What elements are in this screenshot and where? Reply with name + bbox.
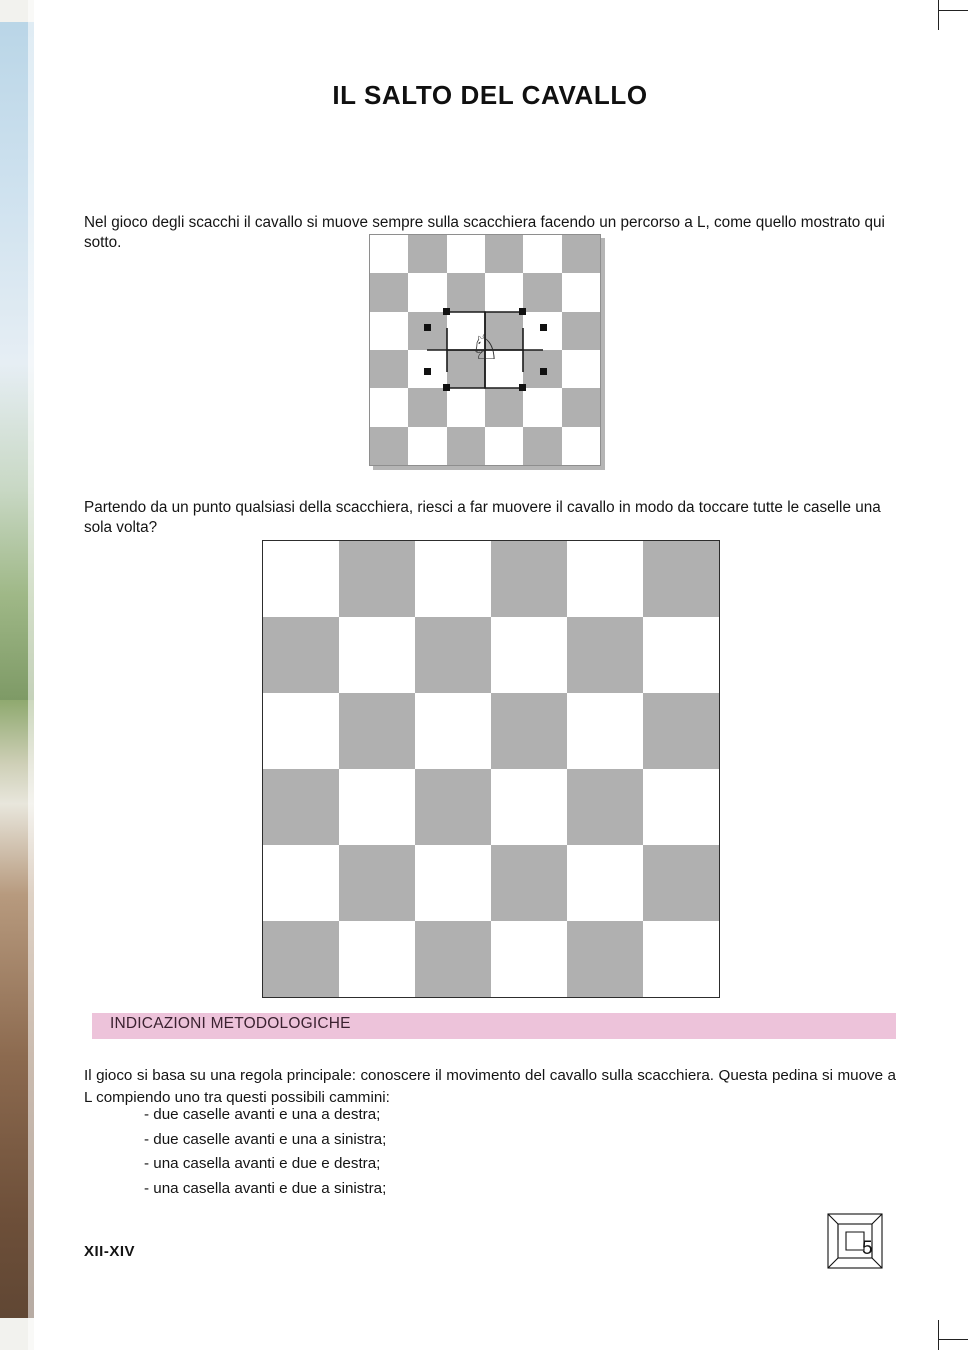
knight-piece-icon: ♘: [469, 329, 501, 367]
list-item: - una casella avanti e due a sinistra;: [144, 1179, 387, 1197]
board-cell[interactable]: [263, 693, 339, 769]
board-cell[interactable]: [643, 693, 719, 769]
board-cell: [485, 235, 523, 273]
board-cell: [408, 312, 446, 350]
list-item: - due caselle avanti e una a sinistra;: [144, 1130, 387, 1148]
decorative-side-strip: [0, 0, 34, 1350]
board-cell[interactable]: [415, 693, 491, 769]
board-cell[interactable]: [263, 541, 339, 617]
board-cell[interactable]: [643, 769, 719, 845]
board-cell[interactable]: [339, 617, 415, 693]
board-cell[interactable]: [263, 921, 339, 997]
board-cell: [485, 388, 523, 426]
board-cell[interactable]: [567, 693, 643, 769]
strip-edge-highlight: [28, 0, 34, 1350]
intro-paragraph: Nel gioco degli scacchi il cavallo si muove sempre sulla scacchiera facendo un percorso a L, come quello mostrato qui sotto.: [84, 214, 885, 252]
board-cell[interactable]: [339, 693, 415, 769]
methodology-text: Il gioco si basa su una regola principale: conoscere il movimento del cavallo sulla scacchiera. Questa pedina si muove a L compiendo uno tra questi possibili cammini:: [84, 1067, 896, 1106]
board-cell[interactable]: [567, 921, 643, 997]
board-cell[interactable]: [415, 617, 491, 693]
board-cell[interactable]: [263, 769, 339, 845]
board-cell[interactable]: [567, 769, 643, 845]
board-cell[interactable]: [339, 769, 415, 845]
board-cell: [485, 273, 523, 311]
board-cell: [523, 273, 561, 311]
board-cell[interactable]: [643, 541, 719, 617]
board-cell[interactable]: [339, 541, 415, 617]
crop-mark-bottom-right-h: [938, 1339, 968, 1340]
methodology-heading: INDICAZIONI METODOLOGICHE: [110, 1015, 351, 1032]
board-cell: [447, 235, 485, 273]
crop-mark-top-right-v: [938, 0, 939, 30]
board-cell[interactable]: [491, 769, 567, 845]
exercise-chessboard[interactable]: [262, 540, 720, 998]
board-cell: [523, 312, 561, 350]
board-cell: [562, 350, 600, 388]
board-cell: [562, 427, 600, 465]
board-cell: [447, 427, 485, 465]
board-cell: [370, 388, 408, 426]
board-cell[interactable]: [643, 921, 719, 997]
board-cell: [523, 388, 561, 426]
board-cell: [408, 235, 446, 273]
board-cell: [370, 350, 408, 388]
board-cell: [562, 273, 600, 311]
board-cell[interactable]: [491, 845, 567, 921]
board-cell: [523, 235, 561, 273]
page-content: [84, 0, 896, 1350]
board-cell: [408, 427, 446, 465]
board-cell[interactable]: [491, 693, 567, 769]
board-cell: [408, 388, 446, 426]
board-cell: [370, 427, 408, 465]
board-cell[interactable]: [415, 845, 491, 921]
board-cell[interactable]: [339, 921, 415, 997]
list-item: - una casella avanti e due e destra;: [144, 1155, 381, 1173]
board-cell: [447, 388, 485, 426]
board-cell[interactable]: [415, 769, 491, 845]
board-cell[interactable]: [567, 541, 643, 617]
board-cell[interactable]: [263, 845, 339, 921]
board-cell: [562, 388, 600, 426]
board-cell[interactable]: [643, 617, 719, 693]
board-cell: [408, 273, 446, 311]
board-cell[interactable]: [567, 845, 643, 921]
board-cell: [523, 350, 561, 388]
knight-move-diagram: [369, 234, 601, 466]
board-cell[interactable]: [643, 845, 719, 921]
crop-mark-top-right-h: [938, 10, 968, 11]
board-cell[interactable]: [415, 541, 491, 617]
board-cell: [370, 312, 408, 350]
page-number: 5: [862, 1238, 873, 1259]
board-cell[interactable]: [415, 921, 491, 997]
board-cell: [562, 312, 600, 350]
board-cell: [523, 427, 561, 465]
board-cell[interactable]: [263, 617, 339, 693]
board-cell[interactable]: [491, 921, 567, 997]
board-cell[interactable]: [491, 617, 567, 693]
question-paragraph: Partendo da un punto qualsiasi della scacchiera, riesci a far muovere il cavallo in modo da toccare tutte le caselle una sola volta?: [84, 499, 881, 537]
board-cell: [485, 427, 523, 465]
board-cell: [447, 273, 485, 311]
list-item: - due caselle avanti e una a destra;: [144, 1106, 381, 1123]
page-title: IL SALTO DEL CAVALLO: [332, 80, 648, 110]
crop-mark-bottom-right-v: [938, 1320, 939, 1350]
board-cell: [408, 350, 446, 388]
board-cell: [370, 235, 408, 273]
board-cell: [370, 273, 408, 311]
impossible-cube-icon: [824, 1210, 886, 1272]
board-cell[interactable]: [339, 845, 415, 921]
board-cell[interactable]: [567, 617, 643, 693]
board-cell[interactable]: [491, 541, 567, 617]
board-cell: [562, 235, 600, 273]
footer-grade-label: XII-XIV: [84, 1243, 136, 1260]
methodology-list: [144, 1103, 884, 1202]
